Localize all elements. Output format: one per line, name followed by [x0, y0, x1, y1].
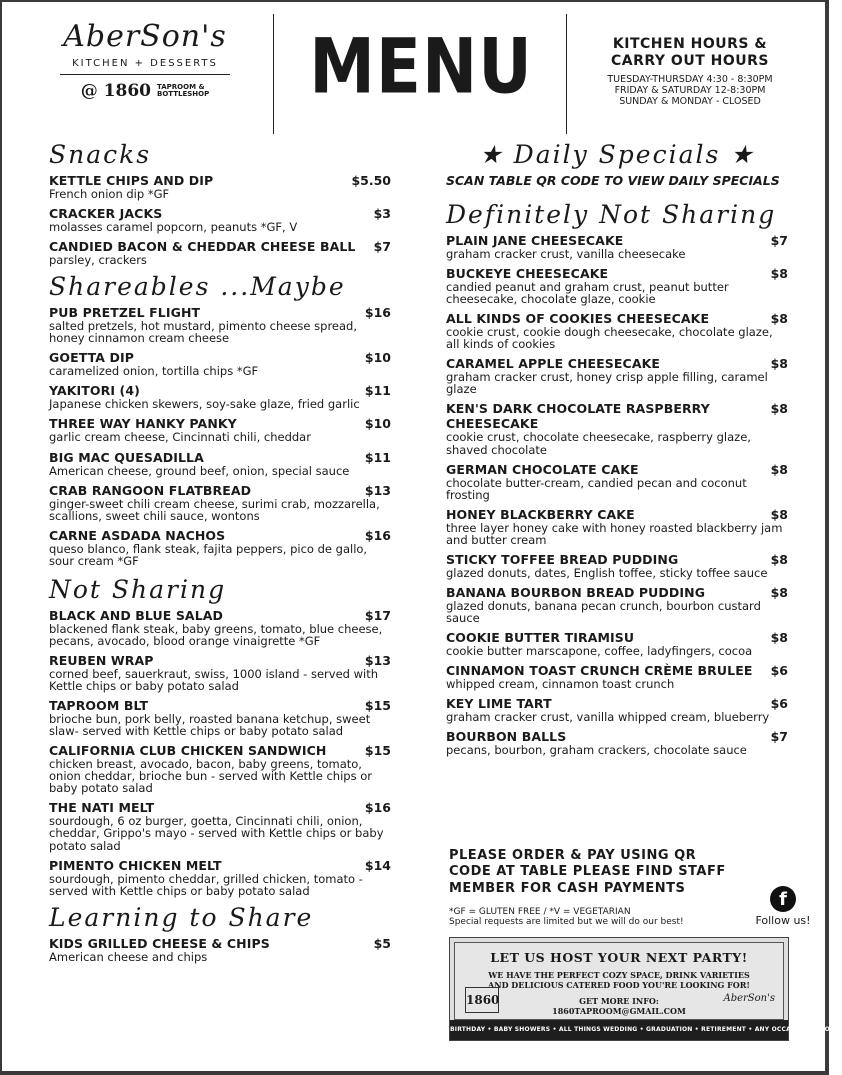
menu-item-name: YAKITORI (4): [49, 383, 140, 399]
menu-item-price: $6: [770, 663, 788, 679]
menu-item-price: $8: [770, 461, 788, 477]
menu-item-description: graham cracker crust, honey crisp apple filling, caramel glaze: [446, 370, 768, 397]
menu-item-price: $7: [373, 239, 391, 255]
menu-item: [49, 173, 391, 188]
menu-item: [49, 239, 391, 254]
menu-item-name: GOETTA DIP: [49, 350, 135, 366]
menu-item-name: CRACKER JACKS: [49, 206, 163, 222]
menu-item: [446, 233, 788, 248]
menu-item: [446, 729, 788, 744]
venue-line: [60, 81, 230, 101]
menu-item-name: CINNAMON TOAST CRUNCH CRÈME BRULEE: [446, 663, 753, 679]
menu-item: [49, 483, 391, 498]
menu-item: [49, 528, 391, 543]
menu-item: [49, 936, 391, 951]
menu-item: [49, 698, 391, 713]
menu-item-description: parsley, crackers: [49, 253, 147, 268]
venue-type: TAPROOM & BOTTLESHOP: [157, 82, 210, 98]
requests-note: Special requests are limited but we will do our best!: [449, 917, 684, 928]
menu-item-name: CARAMEL APPLE CHEESECAKE: [446, 356, 661, 372]
menu-item-description: corned beef, sauerkraut, swiss, 1000 island - served with Kettle chips or baby potato salad: [49, 666, 379, 693]
menu-item: [446, 663, 788, 678]
menu-item-name: COOKIE BUTTER TIRAMISU: [446, 630, 635, 645]
party-email[interactable]: 1860TAPROOM@GMAIL.COM: [552, 1005, 686, 1016]
menu-item: [49, 800, 391, 815]
brand-tagline: KITCHEN + DESSERTS: [60, 58, 230, 75]
desserts-list: [446, 233, 788, 756]
section-heading-not-sharing: Not Sharing: [49, 574, 227, 604]
menu-item-description: chicken breast, avocado, bacon, baby greens, tomato, onion cheddar, brioche bun - served with Kettle chips or baby potato salad: [49, 757, 372, 796]
menu-item-name: THREE WAY HANKY PANKY: [49, 416, 237, 432]
gf-note: *GF = GLUTEN FREE / *V = VEGETARIAN: [449, 907, 631, 917]
menu-item-price: $8: [770, 630, 788, 645]
party-promo-inner: [454, 942, 784, 1020]
menu-item-price: $5.50: [351, 173, 391, 188]
menu-item-price: $8: [770, 356, 788, 372]
party-occasions: BIRTHDAY • BABY SHOWERS • ALL THINGS WEDDING • GRADUATION • RETIREMENT • ANY OCCASION & MORE!: [450, 1020, 788, 1040]
menu-item-price: $16: [364, 305, 391, 321]
menu-item-description: blackened flank steak, baby greens, tomato, blue cheese, pecans, avocado, blood orange vinaigrette *GF: [49, 621, 383, 648]
menu-item: [49, 383, 391, 398]
party-contact: GET MORE INFO: 1860TAPROOM@GMAIL.COM: [455, 997, 783, 1016]
menu-item: [49, 450, 391, 465]
menu-item-description: candied peanut and graham crust, peanut butter cheesecake, chocolate glaze, cookie: [446, 280, 729, 307]
menu-item: [49, 743, 391, 758]
taproom-logo: 1860: [465, 987, 499, 1013]
menu-item: [446, 585, 788, 600]
menu-item: [446, 552, 788, 567]
menu-item-price: $8: [770, 584, 788, 600]
hours-line: SUNDAY & MONDAY - CLOSED: [619, 96, 761, 108]
menu-item: [49, 305, 391, 320]
menu-item-name: KETTLE CHIPS AND DIP: [49, 173, 214, 188]
menu-item-name: PUB PRETZEL FLIGHT: [49, 305, 201, 321]
section-heading-shareables: Shareables ...Maybe: [49, 272, 346, 302]
menu-item-description: whipped cream, cinnamon toast crunch: [446, 677, 675, 692]
menu-item-description: cookie crust, chocolate cheesecake, raspberry glaze, shaved chocolate: [446, 430, 751, 457]
menu-item-description: cookie crust, cookie dough cheesecake, chocolate glaze, all kinds of cookies: [446, 325, 773, 352]
party-text: WE HAVE THE PERFECT COZY SPACE, DRINK VARIETIES AND DELICIOUS CATERED FOOD YOU'RE LOOKING FOR!: [488, 970, 750, 990]
menu-item-price: $10: [364, 416, 391, 432]
menu-item-name: STICKY TOFFEE BREAD PUDDING: [446, 551, 679, 567]
snacks-list: [49, 173, 391, 266]
facebook-label: Follow us!: [755, 914, 811, 927]
menu-item-description: glazed donuts, dates, English toffee, sticky toffee sauce: [446, 565, 768, 580]
hours-line: TUESDAY-THURSDAY 4:30 - 8:30PM: [607, 73, 773, 85]
menu-item: [49, 608, 391, 623]
menu-item-price: $8: [770, 506, 788, 522]
menu-item-price: $13: [364, 652, 391, 668]
section-heading-daily-specials: ★ Daily Specials ★: [479, 140, 755, 169]
menu-item-description: French onion dip *GF: [49, 187, 170, 201]
menu-item: [49, 416, 391, 431]
menu-item-price: $8: [770, 266, 788, 282]
menu-item-price: $10: [364, 350, 391, 366]
party-promo: [449, 937, 842, 1041]
menu-item-name: PLAIN JANE CHEESECAKE: [446, 233, 624, 248]
menu-item-name: KEN'S DARK CHOCOLATE RASPBERRY CHEESECAKE: [446, 401, 710, 432]
menu-item-name: BOURBON BALLS: [446, 729, 567, 745]
menu-item-description: ginger-sweet chili cream cheese, surimi crab, mozzarella, scallions, sweet chili sauce, wontons: [49, 496, 380, 523]
party-heading: LET US HOST YOUR NEXT PARTY!: [490, 950, 748, 965]
menu-item-description: garlic cream cheese, Cincinnati chili, cheddar: [49, 430, 311, 445]
menu-item-description: molasses caramel popcorn, peanuts *GF, V: [49, 220, 298, 235]
menu-item: [446, 507, 788, 522]
menu-item-price: $17: [364, 607, 391, 623]
menu-item-name: BLACK AND BLUE SALAD: [49, 607, 224, 623]
menu-item: [446, 462, 788, 477]
venue-number: @ 1860: [80, 81, 151, 101]
kitchen-hours: [580, 36, 800, 108]
menu-item-description: pecans, bourbon, graham crackers, chocolate sauce: [446, 743, 747, 758]
right-column: [446, 142, 788, 762]
menu-item-price: $8: [770, 551, 788, 567]
menu-item-description: sourdough, pimento cheddar, grilled chicken, tomato - served with Kettle chips or baby potato salad: [49, 871, 363, 898]
section-heading-desserts: Definitely Not Sharing: [446, 200, 777, 229]
menu-item: [49, 206, 391, 221]
menu-item-name: REUBEN WRAP: [49, 652, 154, 668]
menu-item-price: $16: [364, 527, 391, 543]
header-divider-right: [566, 14, 567, 134]
menu-item-description: graham cracker crust, vanilla whipped cream, blueberry: [446, 710, 770, 725]
menu-item: [49, 858, 391, 873]
kids-list: [49, 936, 391, 963]
hours-title-2: CARRY OUT HOURS: [611, 52, 769, 69]
menu-item-price: $5: [373, 935, 391, 951]
menu-item-price: $7: [770, 729, 788, 745]
brand-name: AberSon's: [63, 19, 227, 54]
order-note: [449, 848, 759, 897]
menu-item: [446, 401, 788, 431]
menu-item: [49, 350, 391, 365]
menu-item-name: BUCKEYE CHEESECAKE: [446, 266, 609, 282]
page-title: MENU: [309, 22, 533, 111]
menu-item-name: PIMENTO CHICKEN MELT: [49, 857, 222, 873]
menu-item-name: CANDIED BACON & CHEDDAR CHEESE BALL: [49, 239, 356, 255]
menu-item-description: queso blanco, flank steak, fajita peppers, pico de gallo, sour cream *GF: [49, 541, 368, 568]
menu-item-price: $8: [770, 401, 788, 417]
menu-item-price: $14: [364, 857, 391, 873]
menu-item-price: $13: [364, 482, 391, 498]
menu-item-description: American cheese and chips: [49, 949, 208, 964]
menu-item-name: KEY LIME TART: [446, 696, 552, 712]
menu-item: [446, 266, 788, 281]
section-heading-learning: Learning to Share: [49, 902, 314, 932]
menu-item-description: graham cracker crust, vanilla cheesecake: [446, 247, 686, 261]
menu-item-name: CALIFORNIA CLUB CHICKEN SANDWICH: [49, 743, 327, 759]
menu-item-price: $11: [364, 383, 391, 399]
menu-item-description: caramelized onion, tortilla chips *GF: [49, 364, 259, 379]
party-brand-logo: AberSon's: [723, 993, 775, 1004]
menu-item-name: ALL KINDS OF COOKIES CHEESECAKE: [446, 311, 710, 327]
menu-item-name: GERMAN CHOCOLATE CAKE: [446, 461, 639, 477]
menu-item: [446, 696, 788, 711]
menu-item-name: KIDS GRILLED CHEESE & CHIPS: [49, 935, 270, 951]
brand-logo: [60, 19, 230, 101]
daily-specials-note: SCAN TABLE QR CODE TO VIEW DAILY SPECIALS: [446, 173, 780, 188]
header-divider-left: [273, 14, 274, 134]
menu-item-name: TAPROOM BLT: [49, 698, 149, 714]
menu-item-name: CARNE ASDADA NACHOS: [49, 527, 226, 543]
menu-item-price: $16: [364, 800, 391, 816]
shareables-list: [49, 305, 391, 567]
menu-item-description: cookie butter marscapone, coffee, ladyfingers, cocoa: [446, 644, 753, 658]
menu-item-description: glazed donuts, banana pecan crunch, bourbon custard sauce: [446, 598, 761, 625]
menu-item-price: $3: [373, 206, 391, 222]
menu-item-description: brioche bun, pork belly, roasted banana ketchup, sweet slaw- served with Kettle chips or baby potato salad: [49, 712, 371, 739]
menu-item-description: American cheese, ground beef, onion, special sauce: [49, 463, 350, 478]
menu-item-name: THE NATI MELT: [49, 800, 155, 816]
menu-item-name: BIG MAC QUESADILLA: [49, 449, 204, 465]
menu-item: [446, 311, 788, 326]
menu-item-description: Japanese chicken skewers, soy-sake glaze, fried garlic: [49, 397, 360, 412]
left-column: [49, 142, 391, 969]
menu-item: [446, 630, 788, 645]
section-heading-snacks: Snacks: [49, 140, 152, 169]
hours-title-1: KITCHEN HOURS &: [612, 36, 768, 52]
hours-line: FRIDAY & SATURDAY 12-8:30PM: [614, 84, 766, 96]
menu-item-name: CRAB RANGOON FLATBREAD: [49, 482, 252, 498]
menu-item-price: $15: [364, 698, 391, 714]
menu-item-description: salted pretzels, hot mustard, pimento cheese spread, honey cinnamon cream cheese: [49, 319, 357, 346]
menu-item-price: $15: [364, 743, 391, 759]
menu-item-price: $6: [770, 696, 788, 712]
menu-item-price: $8: [770, 311, 788, 327]
menu-item: [446, 356, 788, 371]
menu-item-description: chocolate butter-cream, candied pecan and coconut frosting: [446, 475, 747, 502]
not-sharing-list: [49, 608, 391, 897]
menu-item-description: three layer honey cake with honey roasted blackberry jam and butter cream: [446, 520, 783, 547]
menu-item-price: $11: [364, 449, 391, 465]
menu-item-price: $7: [770, 233, 788, 248]
menu-item: [49, 653, 391, 668]
order-note-line: PLEASE ORDER & PAY USING QR: [449, 848, 697, 863]
menu-item-description: sourdough, 6 oz burger, goetta, Cincinnati chili, onion, cheddar, Grippo's mayo - served with Kettle chips or baby potato salad: [49, 814, 384, 853]
facebook-link[interactable]: [752, 886, 814, 927]
facebook-icon[interactable]: f: [770, 886, 796, 912]
menu-item-name: BANANA BOURBON BREAD PUDDING: [446, 584, 706, 600]
order-note-line: CODE AT TABLE PLEASE FIND STAFF: [449, 864, 726, 880]
menu-item-name: HONEY BLACKBERRY CAKE: [446, 506, 635, 522]
order-note-line: MEMBER FOR CASH PAYMENTS: [449, 880, 686, 896]
dietary-notes: [449, 907, 749, 928]
